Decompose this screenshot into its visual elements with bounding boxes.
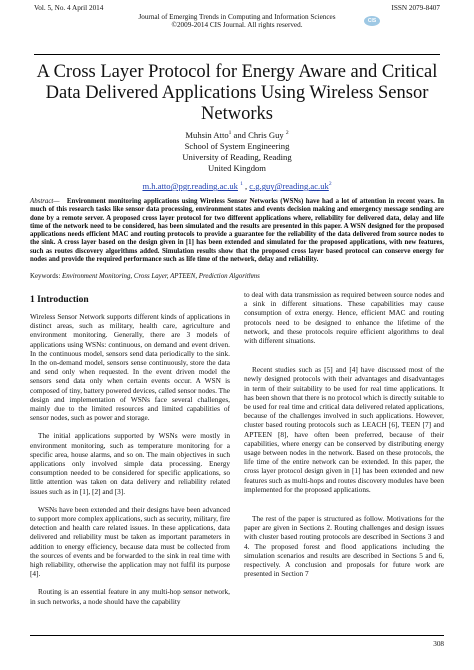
affiliation-school: School of System Engineering [184,140,290,151]
author-2-mark: 2 [285,130,289,136]
author-connector: and [231,129,249,140]
author-block [70,128,404,174]
email-link-1[interactable]: m.h.atto@pgr.reading.ac.uk [142,180,238,191]
paragraph: to deal with data transmission as required between source nodes and a sink in different situations. These capabilities may cause consumption of extra energy. Hence, efficient MAC and routing protocols need to be designed to enhance the lifetime of the network, and these protocols require efficient algorithms to deal with different situations. [244,290,444,346]
author-1-mark: 1 [228,130,232,136]
issn: ISSN 2079-8407 [391,4,440,12]
keywords-label: Keywords: [30,273,61,280]
affiliation-country: United Kingdom [207,162,266,173]
header-rule [34,54,440,55]
email-link-2[interactable]: c.g.guy@reading.ac.uk [249,180,329,191]
footer-rule [30,635,444,636]
paragraph: The rest of the paper is structured as follow. Motivations for the paper are given in Sections 2. Routing challenges and design issues with cluster based routing protocols are described in Sections 3 and 4. The proposed forest and flood applications including the simulation scenarios and results are described in Sections 5 and 6, respectively. A conclusion and proposals for future work are presented in Section 7 [244,514,444,579]
section-heading: 1 Introduction [30,295,89,305]
abstract-text: Environment monitoring applications using Wireless Sensor Networks (WSNs) have had a lot of attention in recent years. In much of this research tasks like sensor data processing, environment states and events decision making and emergency message sending are done by a remote server. A proposed cross layer protocol for two different applications where, reliability for delivered data, delay and life time of the network need to be considered, has been simulated and the results are presented in this paper. A WSN designed for the proposed applications needs efficient MAC and routing protocols to provide a guarantee for the reliability of the data delivered from source nodes to the sink. A cross layer based on the design given in [1] has been extended and simulated for the proposed applications, with new features, such as routes discovery algorithms added. Simulation results show that the proposed cross layer based protocol can conserve energy for nodes and provide the required performance such as life time of the network, delay and reliability. [30,198,444,264]
email-2-mark: 2 [328,181,332,187]
paper-title: A Cross Layer Protocol for Energy Aware and Critical Data Delivered Applications Using Wireless Sensor Networks [36,62,438,124]
right-column [244,290,444,587]
journal-name: Journal of Emerging Trends in Computing and Information Sciences [138,12,336,21]
author-2: Chris Guy [248,129,284,140]
keywords [30,273,444,281]
author-1: Muhsin Atto [185,129,229,140]
left-column [30,290,230,615]
paragraph: Wireless Sensor Network supports different kinds of applications in distinct areas, such as military, health care, agriculture and environment monitoring. Generally, there are 3 models of applications using WSNs: continuous, on demand and event driven. In the continuous model, sensors send data periodically to the sink. In the on-demand model, sensors sense continuously, store the data and send only when requested. In the event driven model the sensors send data only when certain events occur. A WSN is composed of tiny, battery powered devices, called sensor nodes. The design and implementation of WSNs face several challenges, mainly due to the limited resources and limited capabilities of sensor nodes, such as power and storage. [30,312,230,423]
author-names [70,128,404,141]
page-number: 308 [433,640,444,648]
paragraph: Routing is an essential feature in any multi-hop sensor network, in such networks, a node should have the capability [30,587,230,606]
email-1-mark: 1 [240,181,243,187]
affiliation-university: University of Reading, Reading [182,151,292,162]
journal-header [34,4,440,56]
header-top-line [34,4,440,13]
journal-logo-icon: CIS [364,16,380,26]
copyright-line: ©2009-2014 CIS Journal. All rights reserved. [171,21,303,29]
keywords-text: Environment Monitoring, Cross Layer, APTEEN, Prediction Algorithms [61,273,260,280]
paragraph: WSNs have been extended and their designs have been advanced to support more complex applications, such as security, military, fire detection and health care related issues. In these applications, data delivered and reliability must be taken as important parameters in addition to energy efficiency, because data must be collected from the sources of events and be forwarded to the sink in real time with high reliability, otherwise the application may not fulfil its purpose [4]. [30,504,230,579]
abstract-label: Abstract— [30,198,60,205]
email-separator: , [242,180,250,191]
paragraph: The initial applications supported by WSNs were mostly in environment monitoring, such as temperature monitoring for a specific area, house alarms, and so on. The main objectives in such applications only involved simple data processing. Energy consumption needed to be considered for specific applications, so little attention was taken on data delivery and reliability related issues such as in [1], [2] and [3]. [30,431,230,496]
volume-info: Vol. 5, No. 4 April 2014 [34,4,104,12]
abstract [30,198,444,264]
paragraph: Recent studies such as [5] and [4] have discussed most of the newly designed protocols with their advantages and disadvantages in term of their suitability to be used for real time applications. It has been shown that there is no protocol which is directly suitable to be used for real time and critical data delivered related applications, because of the challenges involved in such applications. However, cluster based routing protocols such as LEACH [6], TEEN [7] and APTEEN [8], have often been preferred, because of their capabilities, where energy can be conserved by distributing energy usage between nodes in the network. Based on these protocols, the life time of the entire network can be extended. In this paper, the cross layer protocol design given in [1] has been extended and new features such as multi-hops and routes discovery modules have been implemented for the proposed applications. [244,365,444,494]
author-emails [70,179,404,192]
